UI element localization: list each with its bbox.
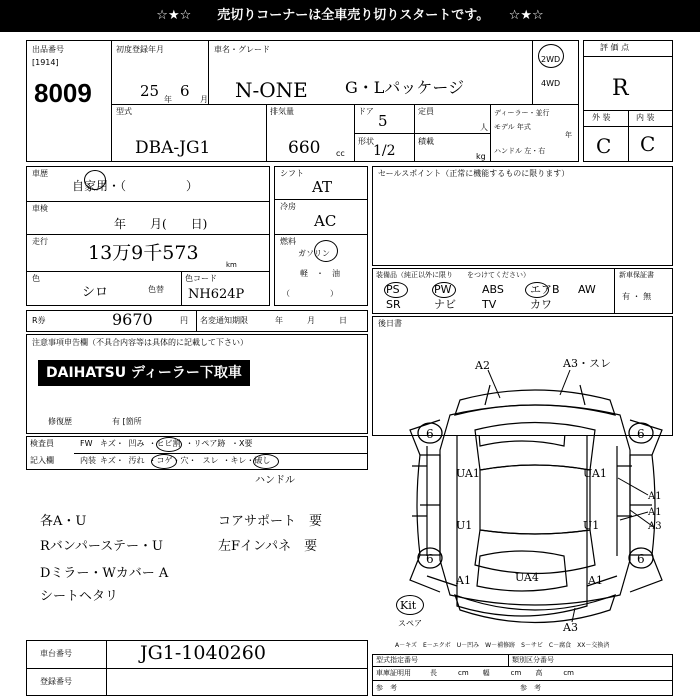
notice-value: 年 月 日 <box>275 316 347 325</box>
displacement-value: 660 <box>288 138 321 158</box>
mark-a3-scuff: A3・スレ <box>563 357 611 370</box>
aircon-label: 冷房 <box>280 202 296 211</box>
scuff-circle <box>253 454 279 469</box>
car-history-circle <box>84 170 106 190</box>
mileage-value: 13万9千573 <box>88 242 199 264</box>
model-year-label: モデル 年式 <box>494 123 531 131</box>
mark-a3-right: A3 <box>648 521 662 532</box>
fuel-label: 燃料 <box>280 237 296 246</box>
reg-label: 登録番号 <box>40 677 72 686</box>
type-label: 型式 <box>116 107 132 116</box>
stain-circle <box>151 454 177 469</box>
top-banner: ☆★☆ 売切りコーナーは全車売り切りスタートです。 ☆★☆ <box>0 0 700 32</box>
mark-a1-rear-right: A1 <box>588 574 603 587</box>
inspector-item: ・コゲ・穴・ <box>148 456 197 465</box>
type-value: DBA-JG1 <box>135 138 211 158</box>
mark-tire-fr: 6 <box>637 427 645 441</box>
mark-tire-fl: 6 <box>426 427 434 441</box>
mark-a1-rear-left: A1 <box>456 574 471 587</box>
spare-label: スペア <box>398 619 422 628</box>
ref2-label: 参 考 <box>520 684 541 692</box>
lot-code: [1914] <box>32 58 59 67</box>
model-year-unit: 年 <box>565 131 572 139</box>
equipment-item: エアB <box>530 283 560 296</box>
mark-a3-rear: A3 <box>563 621 578 634</box>
drive-4wd: 4WD <box>541 79 561 88</box>
car-diagram <box>400 357 672 640</box>
ref-label: 参 考 <box>376 684 397 692</box>
door-label: ドア <box>358 107 374 116</box>
displacement-label: 排気量 <box>270 107 294 116</box>
aircon-value: AC <box>314 212 337 230</box>
mark-tire-rr: 6 <box>637 552 645 566</box>
color-code-label: 色コード <box>185 274 217 283</box>
interior-label: 内 装 <box>636 113 655 122</box>
color-value: シロ <box>82 285 109 300</box>
shift-label: シフト <box>280 169 304 178</box>
equipment-item: PS <box>386 283 400 296</box>
load-label: 積載 <box>418 137 434 146</box>
proof-values: 長 cm 幅 cm 高 cm <box>430 669 575 677</box>
cc-unit: cc <box>336 149 345 158</box>
exterior-label: 外 装 <box>592 113 611 122</box>
drive-2wd-circle <box>538 44 564 68</box>
mileage-label: 走行 <box>32 237 48 246</box>
lot-label: 出品番号 <box>32 45 64 54</box>
chassis-value: JG1-1040260 <box>140 642 266 664</box>
warranty-label: 新車保証書 <box>619 271 654 279</box>
color-change-label: 色替 <box>148 285 164 294</box>
inspector-item: ・リペア跡 <box>185 439 226 448</box>
kit-label: Kit <box>400 599 417 612</box>
equipment-item: ナビ <box>434 298 456 311</box>
kit-circle <box>396 595 424 615</box>
inspector-item: 内装 <box>80 456 96 465</box>
handle-note: ハンドル <box>255 475 295 486</box>
mark-ua1-right: UA1 <box>583 467 607 480</box>
notes-header: 注意事項申告欄（不具合内容等は具体的に記載して下さい） <box>32 338 248 347</box>
equipment-circle <box>432 282 456 298</box>
notice-label: 名変通知期限 <box>200 316 248 325</box>
dealer-label: ディーラー・並行 <box>494 109 550 117</box>
chassis-label: 車台番号 <box>40 649 72 658</box>
shape-value: 1/2 <box>373 143 396 159</box>
mark-a2: A2 <box>475 359 490 372</box>
equipment-item: PW <box>434 283 452 296</box>
equipment-item: ABS <box>482 283 504 296</box>
mark-a1-a: A1 <box>648 491 662 502</box>
shift-value: AT <box>312 178 333 196</box>
check-label: 検査員 <box>30 439 54 448</box>
remark-line: Rバンパーステー・U <box>40 539 163 554</box>
model-name: N-ONE <box>235 78 308 102</box>
inspection-value: 年 月( 日) <box>114 217 208 231</box>
km-unit: km <box>226 261 237 269</box>
remark-line: 左Fインパネ 要 <box>218 539 318 554</box>
mark-u1-right: U1 <box>583 519 600 532</box>
mark-a1-b: A1 <box>648 507 662 518</box>
equipment-circle <box>384 282 408 298</box>
mark-ua1-left: UA1 <box>456 467 480 480</box>
inspector-item: ・X要 <box>231 439 253 448</box>
lot-number: 8009 <box>34 78 92 108</box>
car-history-value: 自家用・（ ） <box>72 179 199 193</box>
inspector-item: スレ <box>202 456 219 465</box>
interior-grade: C <box>640 132 656 156</box>
fuel-kei: 軽 ・ 油 <box>300 269 340 278</box>
inspection-label: 車検 <box>32 204 48 213</box>
color-code-value: NH624P <box>188 287 245 302</box>
remark-line: シートヘタリ <box>40 589 119 604</box>
equipment-label: 装備品（純正以外に限り をつけてください） <box>376 271 530 279</box>
equipment-item: カワ <box>530 298 552 311</box>
later-docs-label: 後日書 <box>378 319 402 328</box>
first-reg-year: 25 <box>140 82 160 100</box>
shape-label: 形状 <box>358 137 374 146</box>
dent-circle <box>156 437 182 452</box>
equipment-item: AW <box>578 283 596 296</box>
color-label: 色 <box>32 274 40 283</box>
inspector-item: キズ・ <box>100 439 124 448</box>
mark-tire-rl: 6 <box>426 552 434 566</box>
door-value: 5 <box>378 112 388 130</box>
equipment-item: SR <box>386 298 401 311</box>
drive-2wd: 2WD <box>541 55 561 64</box>
fuel-gasoline-circle <box>314 240 338 262</box>
seat-label: 定員 <box>418 107 434 116</box>
mark-ua4: UA4 <box>515 571 539 584</box>
fuel-gasoline: ガソリン <box>298 249 330 258</box>
warranty-value: 有 ・ 無 <box>622 292 652 301</box>
inspector-item: FW <box>80 439 93 448</box>
grade-name: G・Lパッケージ <box>345 78 465 97</box>
recycle-yen: 円 <box>180 316 188 325</box>
month-unit: 月 <box>200 95 208 104</box>
recycle-label: R券 <box>32 316 46 325</box>
inspector-item: ・ヒビ割 <box>148 439 181 448</box>
car-history-label: 車歴 <box>32 169 48 178</box>
handle-label: ハンドル 左・右 <box>494 147 546 155</box>
repair-value: 有 [箇所 <box>112 417 142 426</box>
entry-label: 記入欄 <box>30 456 54 465</box>
inspector-item: キズ・ <box>100 456 124 465</box>
cert-label: 型式指定番号 <box>376 656 418 664</box>
class-label: 類別区分番号 <box>512 656 554 664</box>
first-reg-month: 6 <box>180 82 190 100</box>
model-name-label: 車名・グレード <box>214 45 270 54</box>
inspector-item: ・キレ・破し <box>222 456 271 465</box>
dealer-trade-in-label: DAIHATSU ディーラー下取車 <box>38 360 250 386</box>
sales-point-block <box>372 166 673 266</box>
repair-label: 修復歴 <box>48 417 72 426</box>
inspector-item: 汚れ <box>128 456 145 465</box>
score-label: 評 価 点 <box>600 43 630 52</box>
inspector-item: 凹み <box>128 439 145 448</box>
remark-line: Dミラー・Wカバー A <box>40 566 169 581</box>
remark-line: コアサポート 要 <box>218 514 323 529</box>
mark-u1-left: U1 <box>456 519 473 532</box>
exterior-grade: C <box>596 134 612 158</box>
year-unit: 年 <box>164 95 172 104</box>
sales-point-label: セールスポイント（正常に機能するものに限ります） <box>378 169 570 178</box>
seat-unit: 人 <box>480 123 488 132</box>
damage-legend: A－キズ E－エクボ U－凹み W－補修跡 S－サビ C－腐食 XX－交換済 <box>395 642 610 649</box>
kg-unit: kg <box>476 152 486 161</box>
recycle-value: 9670 <box>112 310 153 329</box>
equipment-circle <box>525 282 549 298</box>
proof-label: 車庫証明用 <box>376 669 411 677</box>
equipment-item: TV <box>482 298 497 311</box>
remark-line: 各A・U <box>40 514 87 529</box>
fuel-other: （ ） <box>282 289 338 298</box>
first-reg-label: 初度登録年月 <box>116 45 164 54</box>
score-value: R <box>612 76 629 101</box>
